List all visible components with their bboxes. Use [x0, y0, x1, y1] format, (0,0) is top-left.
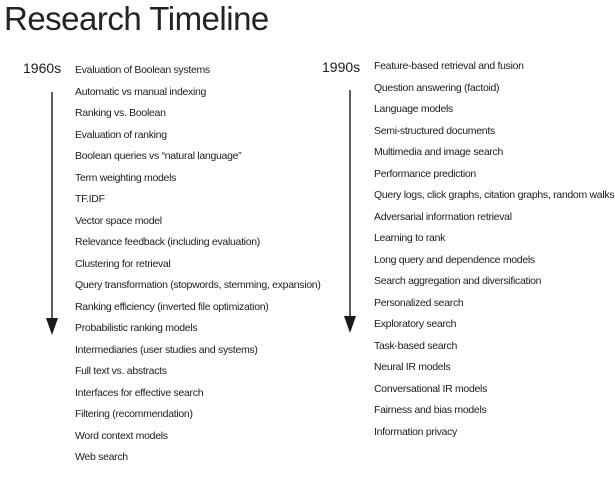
timeline-item: Fairness and bias models — [374, 404, 487, 416]
timeline-item: Relevance feedback (including evaluation) — [75, 236, 260, 248]
era-label-1960s: 1960s — [23, 60, 62, 76]
timeline-item: Vector space model — [75, 214, 162, 227]
timeline-item: Ranking vs. Boolean — [75, 107, 166, 119]
timeline-item: Query transformation (stopwords, stemming, expansion) — [75, 279, 321, 291]
timeline-item: Question answering (factoid) — [374, 81, 500, 94]
timeline-item: Evaluation of Boolean systems — [75, 64, 210, 76]
timeline-item: Interfaces for effective search — [75, 386, 204, 399]
timeline-item: Automatic vs manual indexing — [75, 85, 207, 98]
timeline-items-1960s — [75, 60, 321, 469]
timeline-item: Feature-based retrieval and fusion — [374, 60, 524, 72]
timeline-item: Adversarial information retrieval — [374, 210, 512, 223]
timeline-item: Full text vs. abstracts — [75, 365, 167, 377]
timeline-item: Conversational IR models — [374, 382, 488, 395]
timeline-item: Learning to rank — [374, 232, 446, 244]
page-title: Research Timeline — [4, 0, 269, 37]
timeline-item: Long query and dependence models — [374, 253, 535, 266]
timeline-item: Intermediaries (user studies and systems) — [75, 343, 258, 356]
timeline-item: Language models — [374, 103, 453, 115]
era-label-1990s: 1990s — [322, 59, 361, 75]
timeline-items-1990s — [374, 56, 614, 443]
timeline-item: Exploratory search — [374, 318, 457, 330]
timeline-item: Query logs, click graphs, citation graphs, random walks — [374, 189, 615, 201]
timeline-item: Term weighting models — [75, 171, 177, 184]
timeline-item: Task-based search — [374, 339, 458, 352]
timeline-item: Semi-structured documents — [374, 124, 495, 137]
timeline-item: Neural IR models — [374, 361, 451, 373]
timeline-item: Evaluation of ranking — [75, 128, 167, 141]
timeline-item: Performance prediction — [374, 167, 476, 180]
timeline-item: Web search — [75, 451, 128, 463]
down-arrow-icon — [343, 88, 357, 336]
timeline-item: Probabilistic ranking models — [75, 322, 198, 334]
timeline-item: Personalized search — [374, 296, 464, 309]
timeline-item: Multimedia and image search — [374, 146, 504, 158]
timeline-item: Search aggregation and diversification — [374, 275, 542, 287]
timeline-item: Boolean queries vs “natural language” — [75, 150, 242, 162]
timeline-item: Clustering for retrieval — [75, 257, 171, 270]
timeline-item: Information privacy — [374, 425, 458, 438]
timeline-item: Ranking efficiency (inverted file optimization) — [75, 300, 269, 313]
timeline-item: Filtering (recommendation) — [75, 408, 193, 420]
down-arrow-icon — [45, 90, 59, 338]
timeline-item: TF.IDF — [75, 193, 105, 205]
timeline-item: Word context models — [75, 429, 168, 442]
